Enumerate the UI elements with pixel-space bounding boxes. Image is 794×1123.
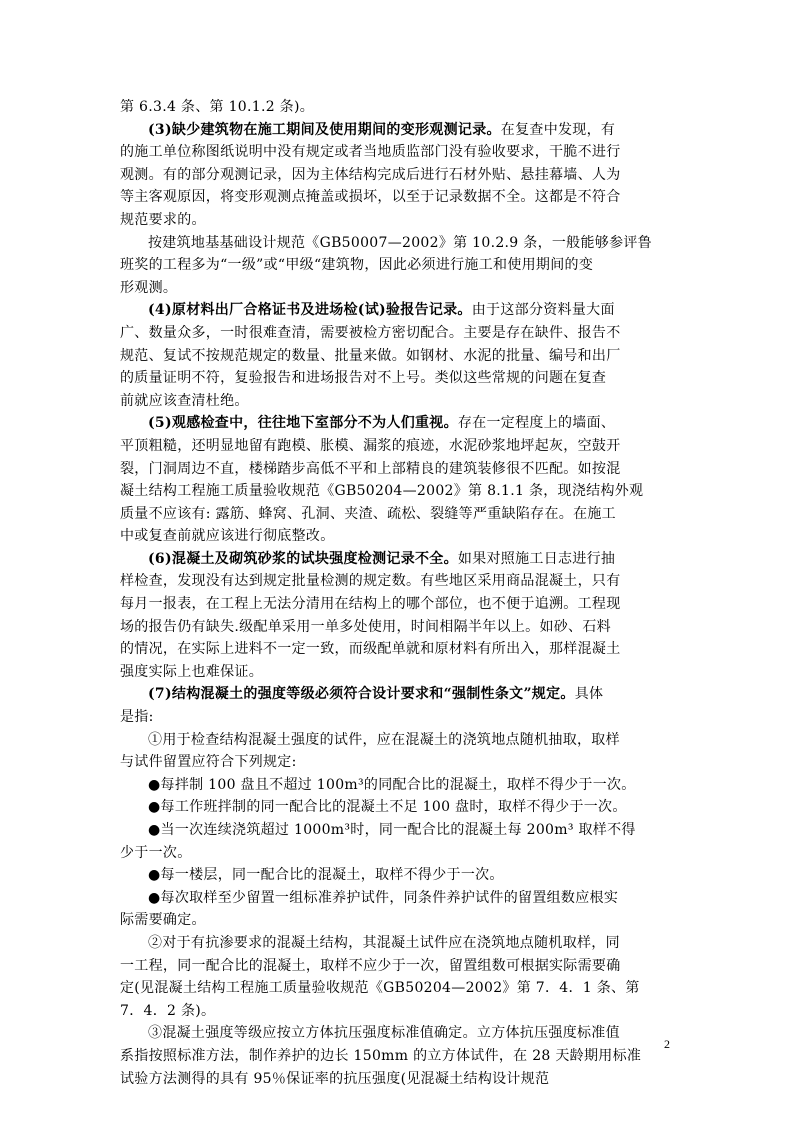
line-text: 具体 (574, 686, 604, 703)
text-line (120, 796, 685, 819)
text-line (120, 209, 685, 232)
line-text: 观测。有的部分观测记录，因为主体结构完成后进行石材外贴、悬挂幕墙、人为 (120, 166, 621, 183)
text-line (120, 570, 685, 593)
line-text: 存在一定程度上的墙面、 (457, 415, 616, 432)
text-line (120, 774, 685, 797)
text-line (120, 864, 685, 887)
line-text: 对于有抗渗要求的混凝土结构，其混凝土试件应在浇筑地点随机取样，同 (162, 934, 620, 951)
text-line (120, 345, 685, 368)
line-text: 每次取样至少留置一组标准养护试件，同条件养护试件的留置组数应根实 (160, 889, 619, 906)
text-line (120, 616, 685, 639)
section-heading: (4)原材料出厂合格证书及进场检(试)验报告记录。 (148, 302, 472, 319)
section-heading: (5)观感检查中，往往地下室部分不为人们重视。 (148, 415, 458, 432)
text-line (120, 435, 685, 458)
list-number: ③ (148, 1025, 163, 1042)
line-text: 是指: (120, 709, 154, 726)
text-line (120, 977, 685, 1000)
line-text: 平顶粗糙，还明显地留有跑模、胀模、漏浆的痕迹，水泥砂浆地坪起灰，空鼓开 (120, 437, 621, 454)
section-heading: (6)混凝土及砌筑砂浆的试块强度检测记录不全。 (148, 550, 458, 567)
list-number: ② (148, 934, 163, 951)
text-line (120, 503, 685, 526)
line-text: 等主客观原因，将变形观测点掩盖或损坏，以至于记录数据不全。这都是不符合 (120, 189, 621, 206)
line-text: 样检查，发现没有达到规定批量检测的规定数。有些地区采用商品混凝土，只有 (120, 573, 621, 590)
bullet-marker: ● (148, 867, 161, 884)
line-text: 规范、复试不按规范规定的数量、批量来做。如钢材、水泥的批量、编号和出厂 (120, 347, 621, 364)
text-line (120, 706, 685, 729)
text-line (120, 1022, 685, 1045)
line-text: 的施工单位称图纸说明中没有规定或者当地质监部门没有验收要求，干脆不进行 (120, 144, 621, 161)
line-text: 形观测。 (120, 279, 178, 296)
body-text (120, 96, 685, 1090)
text-line (120, 412, 685, 435)
text-line (120, 638, 685, 661)
text-line (120, 842, 685, 865)
line-text: 的情况，在实际上进料不一定一致，而级配单就和原材料有所出入，那样混凝土 (120, 641, 621, 658)
bullet-marker: ● (148, 799, 161, 816)
text-line (120, 277, 685, 300)
line-text: 强度实际上也难保证。 (120, 663, 263, 680)
line-text: 按建筑地基基础设计规范《GB50007—2002》第 10.2.9 条，一般能够参评鲁 (148, 234, 652, 251)
text-line (120, 480, 685, 503)
line-text: 际需要确定。 (120, 912, 206, 929)
line-text: 每一楼层，同一配合比的混凝土，取样不得少于一次。 (160, 867, 504, 884)
line-text: 由于这部分资料量大面 (471, 302, 615, 319)
text-line (120, 119, 685, 142)
text-line (120, 232, 685, 255)
line-text: 每拌制 100 盘且不超过 100m³的同配合比的混凝土，取样不得少于一次。 (160, 776, 636, 793)
line-text: 试验方法测得的具有 95％保证率的抗压强度(见混凝土结构设计规范 (120, 1070, 550, 1087)
text-line (120, 932, 685, 955)
line-text: 一工程，同一配合比的混凝土，取样不应少于一次，留置组数可根据实际需要确 (120, 957, 621, 974)
line-text: 凝土结构工程施工质量验收规范《GB50204—2002》第 8.1.1 条，现浇结构外观 (120, 483, 644, 500)
line-text: 混凝土强度等级应按立方体抗压强度标准值确定。立方体抗压强度标准值 (162, 1025, 620, 1042)
line-text: 每工作班拌制的同一配合比的混凝土不足 100 盘时，取样不得少于一次。 (160, 799, 627, 816)
line-text: 少于一次。 (120, 844, 192, 861)
text-line (120, 661, 685, 684)
text-line (120, 458, 685, 481)
line-text: 场的报告仍有缺失.级配单采用一单多处使用，时间相隔半年以上。如砂、石料 (120, 618, 611, 635)
text-line (120, 367, 685, 390)
text-line (120, 955, 685, 978)
line-text: 用于检查结构混凝土强度的试件，应在混凝土的浇筑地点随机抽取，取样 (162, 731, 620, 748)
line-text: 班奖的工程多为“一级”或“甲级“建筑物，因此必须进行施工和使用期间的变 (120, 257, 594, 274)
section-heading: (3)缺少建筑物在施工期间及使用期间的变形观测记录。 (148, 121, 501, 138)
text-line (120, 751, 685, 774)
text-line (120, 322, 685, 345)
text-line (120, 96, 685, 119)
line-text: 如果对照施工日志进行抽 (457, 550, 616, 567)
page-number: 2 (664, 1037, 670, 1051)
line-text: 7．4．2 条)。 (120, 1002, 216, 1019)
line-text: 前就应该查清杜绝。 (120, 392, 249, 409)
text-line (120, 1000, 685, 1023)
text-line (120, 729, 685, 752)
line-text: 的质量证明不符，复验报告和进场报告对不上号。类似这些常规的问题在复查 (120, 370, 607, 387)
text-line (120, 683, 685, 706)
bullet-marker: ● (148, 889, 161, 906)
line-text: 每月一报表，在工程上无法分清用在结构上的哪个部位，也不便于追溯。工程现 (120, 596, 621, 613)
line-text: 第 6.3.4 条、第 10.1.2 条)。 (120, 99, 315, 115)
text-line (120, 887, 685, 910)
text-line (120, 254, 685, 277)
text-line (120, 548, 685, 571)
text-line (120, 390, 685, 413)
section-heading: (7)结构混凝土的强度等级必须符合设计要求和“强制性条文”规定。 (148, 686, 575, 703)
text-line (120, 1045, 685, 1068)
text-line (120, 525, 685, 548)
bullet-marker: ● (148, 822, 161, 838)
text-line (120, 819, 685, 842)
text-line (120, 164, 685, 187)
list-number: ① (148, 731, 163, 748)
line-text: 与试件留置应符合下列规定: (120, 754, 297, 771)
bullet-marker: ● (148, 776, 161, 793)
text-line (120, 299, 685, 322)
text-line (120, 1068, 685, 1091)
line-text: 在复查中发现，有 (500, 121, 616, 138)
line-text: 系指按照标准方法，制作养护的边长 150mm 的立方体试件，在 28 天龄期用标准 (120, 1047, 642, 1064)
line-text: 广、数量众多，一时很难查清，需要被检方密切配合。主要是存在缺件、报告不 (120, 324, 621, 341)
line-text: 质量不应该有: 露筋、蜂窝、孔洞、夹渣、疏松、裂缝等严重缺陷存在。在施工 (120, 505, 616, 522)
line-text: 中或复查前就应该进行彻底整改。 (120, 528, 335, 545)
text-line (120, 186, 685, 209)
text-line (120, 593, 685, 616)
text-line (120, 141, 685, 164)
line-text: 规范要求的。 (120, 211, 206, 228)
text-line (120, 909, 685, 932)
line-text: 定(见混凝土结构工程施工质量验收规范《GB50204—2002》第 7．4．1 条、第 (120, 980, 640, 997)
line-text: 当一次连续浇筑超过 1000m³时，同一配合比的混凝土每 200m³ 取样不得 (160, 822, 636, 838)
line-text: 裂，门洞周边不直，楼梯踏步高低不平和上部精良的建筑装修很不匹配。如按混 (120, 460, 621, 477)
